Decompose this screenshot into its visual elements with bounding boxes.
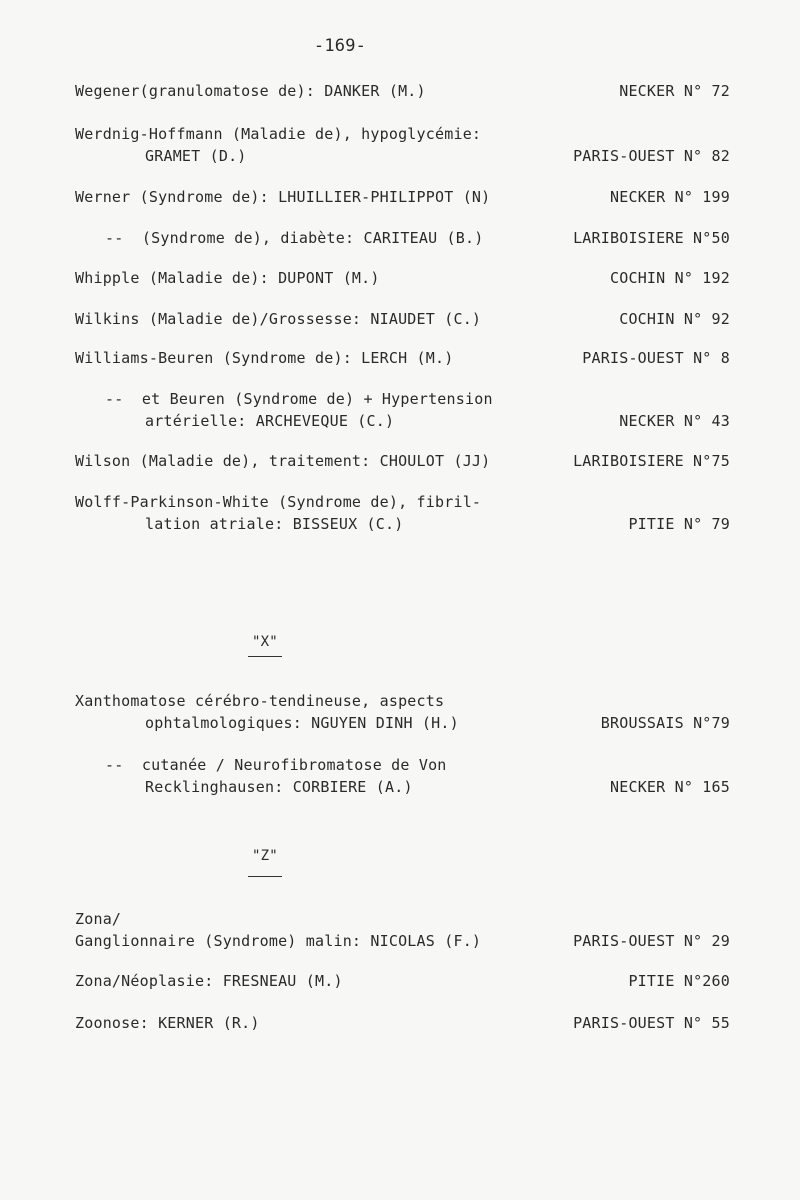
entry-location: BROUSSAIS N°79 [600,714,730,732]
entry-text: Werdnig-Hoffmann (Maladie de), hypoglycémie: [75,125,482,143]
index-entry [75,908,730,952]
index-entry [75,690,730,734]
entry-text: Wegener(granulomatose de): DANKER (M.) [75,82,426,100]
index-entry [75,347,730,369]
entry-text-continued: artérielle: ARCHEVEQUE (C.) [145,412,395,430]
entry-location: PARIS-OUEST N° 82 [573,147,730,165]
index-entry [75,227,730,249]
entry-text: Werner (Syndrome de): LHUILLIER-PHILIPPOT (N) [75,188,491,206]
index-entry [75,123,730,167]
entry-text: -- (Syndrome de), diabète: CARITEAU (B.) [105,229,484,247]
entry-location: COCHIN N° 192 [610,269,730,287]
entry-text: Wolff-Parkinson-White (Syndrome de), fibril- [75,493,482,511]
index-entry [75,80,730,102]
entry-text: -- cutanée / Neurofibromatose de Von [105,756,447,774]
entry-text: Zona/Néoplasie: FRESNEAU (M.) [75,972,343,990]
entry-text-continued: Recklinghausen: CORBIERE (A.) [145,778,413,796]
index-entry [75,491,730,535]
entry-text: Williams-Beuren (Syndrome de): LERCH (M.) [75,349,454,367]
index-entry [75,970,730,992]
entry-text: Zona/ [75,910,122,928]
entry-text-continued: GRAMET (D.) [145,147,247,165]
entry-location: PARIS-OUEST N° 8 [582,349,730,367]
entry-text-continued: Ganglionnaire (Syndrome) malin: NICOLAS (F.) [75,932,482,950]
section-heading-x [240,634,290,657]
entry-text: -- et Beuren (Syndrome de) + Hypertension [105,390,493,408]
entry-text: Xanthomatose cérébro-tendineuse, aspects [75,692,445,710]
entry-text: Wilson (Maladie de), traitement: CHOULOT (JJ) [75,452,491,470]
entry-text: Zoonose: KERNER (R.) [75,1014,260,1032]
section-underline [248,876,282,877]
entry-location: LARIBOISIERE N°50 [573,229,730,247]
entry-text-continued: lation atriale: BISSEUX (C.) [145,515,404,533]
section-letter: "Z" [252,848,278,864]
entry-text: Wilkins (Maladie de)/Grossesse: NIAUDET (C.) [75,310,482,328]
entry-location: LARIBOISIERE N°75 [573,452,730,470]
entry-location: NECKER N° 43 [619,412,730,430]
entry-location: NECKER N° 72 [619,82,730,100]
index-entry [75,450,730,472]
entry-location: PARIS-OUEST N° 29 [573,932,730,950]
entry-text: Whipple (Maladie de): DUPONT (M.) [75,269,380,287]
index-entry [75,267,730,289]
entry-location: PITIE N° 79 [628,515,730,533]
entry-location: PITIE N°260 [628,972,730,990]
index-entry [75,186,730,208]
section-underline [248,656,282,657]
index-entry [75,754,730,798]
index-entry [75,308,730,330]
section-letter: "X" [252,634,278,650]
page-number: -169- [313,36,367,56]
entry-location: COCHIN N° 92 [619,310,730,328]
index-entry [75,1012,730,1034]
section-heading-z [240,848,290,877]
entry-location: NECKER N° 165 [610,778,730,796]
entry-location: NECKER N° 199 [610,188,730,206]
entry-location: PARIS-OUEST N° 55 [573,1014,730,1032]
index-entry [75,388,730,432]
entry-text-continued: ophtalmologiques: NGUYEN DINH (H.) [145,714,459,732]
